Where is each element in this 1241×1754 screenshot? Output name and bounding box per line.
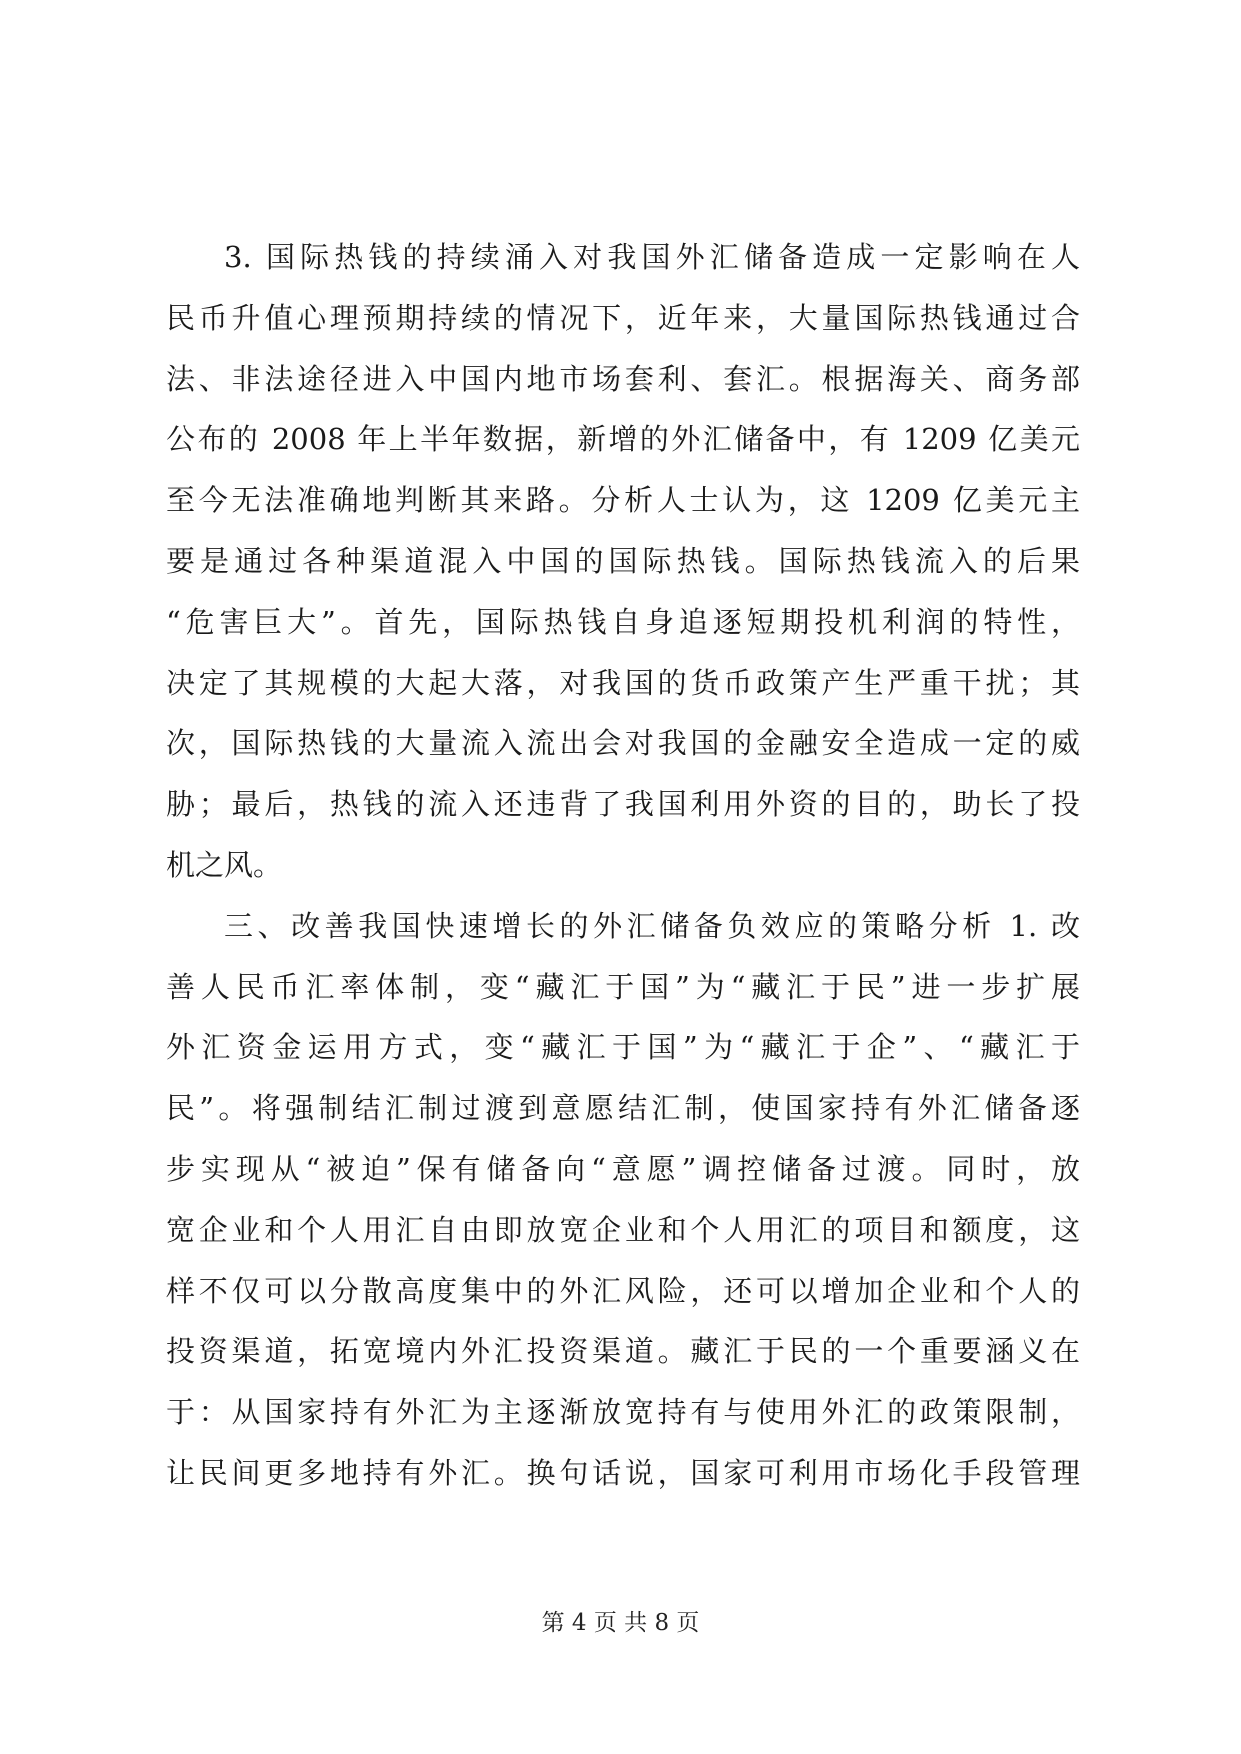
paragraph-line: 宽企业和个人用汇自由即放宽企业和个人用汇的项目和额度，这 [166,1212,1080,1247]
paragraph-line: 法、非法途径进入中国内地市场套利、套汇。根据海关、商务部 [166,361,1080,396]
paragraph-line: 胁；最后，热钱的流入还违背了我国利用外资的目的，助长了投 [166,787,1080,822]
paragraph-line: “危害巨大”。首先，国际热钱自身追逐短期投机利润的特性， [166,604,1080,639]
paragraph-line: 民”。将强制结汇制过渡到意愿结汇制，使国家持有外汇储备逐 [166,1091,1080,1126]
paragraph-line: 民币升值心理预期持续的情况下，近年来，大量国际热钱通过合 [166,300,1080,335]
paragraph-line: 至今无法准确地判断其来路。分析人士认为，这 1209 亿美元主 [166,483,1080,518]
paragraph-line: 样不仅可以分散高度集中的外汇风险，还可以增加企业和个人的 [166,1273,1080,1308]
paragraph-line: 外汇资金运用方式，变“藏汇于国”为“藏汇于企”、“藏汇于 [166,1030,1080,1065]
paragraph-line: 善人民币汇率体制，变“藏汇于国”为“藏汇于民”进一步扩展 [166,969,1080,1004]
paragraph-line: 3. 国际热钱的持续涌入对我国外汇储备造成一定影响在人 [224,240,1080,274]
paragraph-line: 次，国际热钱的大量流入流出会对我国的金融安全造成一定的威 [166,726,1080,761]
paragraph-line: 投资渠道，拓宽境内外汇投资渠道。藏汇于民的一个重要涵义在 [166,1334,1080,1369]
body-text [166,227,1080,1504]
page-number-footer: 第 4 页 共 8 页 [541,1610,700,1636]
paragraph-line: 要是通过各种渠道混入中国的国际热钱。国际热钱流入的后果 [166,543,1080,578]
paragraph-line: 公布的 2008 年上半年数据，新增的外汇储备中，有 1209 亿美元 [166,422,1080,457]
paragraph-line: 三、改善我国快速增长的外汇储备负效应的策略分析 1. 改 [224,908,1080,943]
paragraph-line: 步实现从“被迫”保有储备向“意愿”调控储备过渡。同时，放 [166,1151,1080,1186]
paragraph-line: 决定了其规模的大起大落，对我国的货币政策产生严重干扰；其 [166,665,1080,700]
paragraph-line: 机之风。 [166,847,283,882]
paragraph-line: 于：从国家持有外汇为主逐渐放宽持有与使用外汇的政策限制， [166,1395,1080,1430]
paragraph-line: 让民间更多地持有外汇。换句话说，国家可利用市场化手段管理 [166,1455,1080,1490]
